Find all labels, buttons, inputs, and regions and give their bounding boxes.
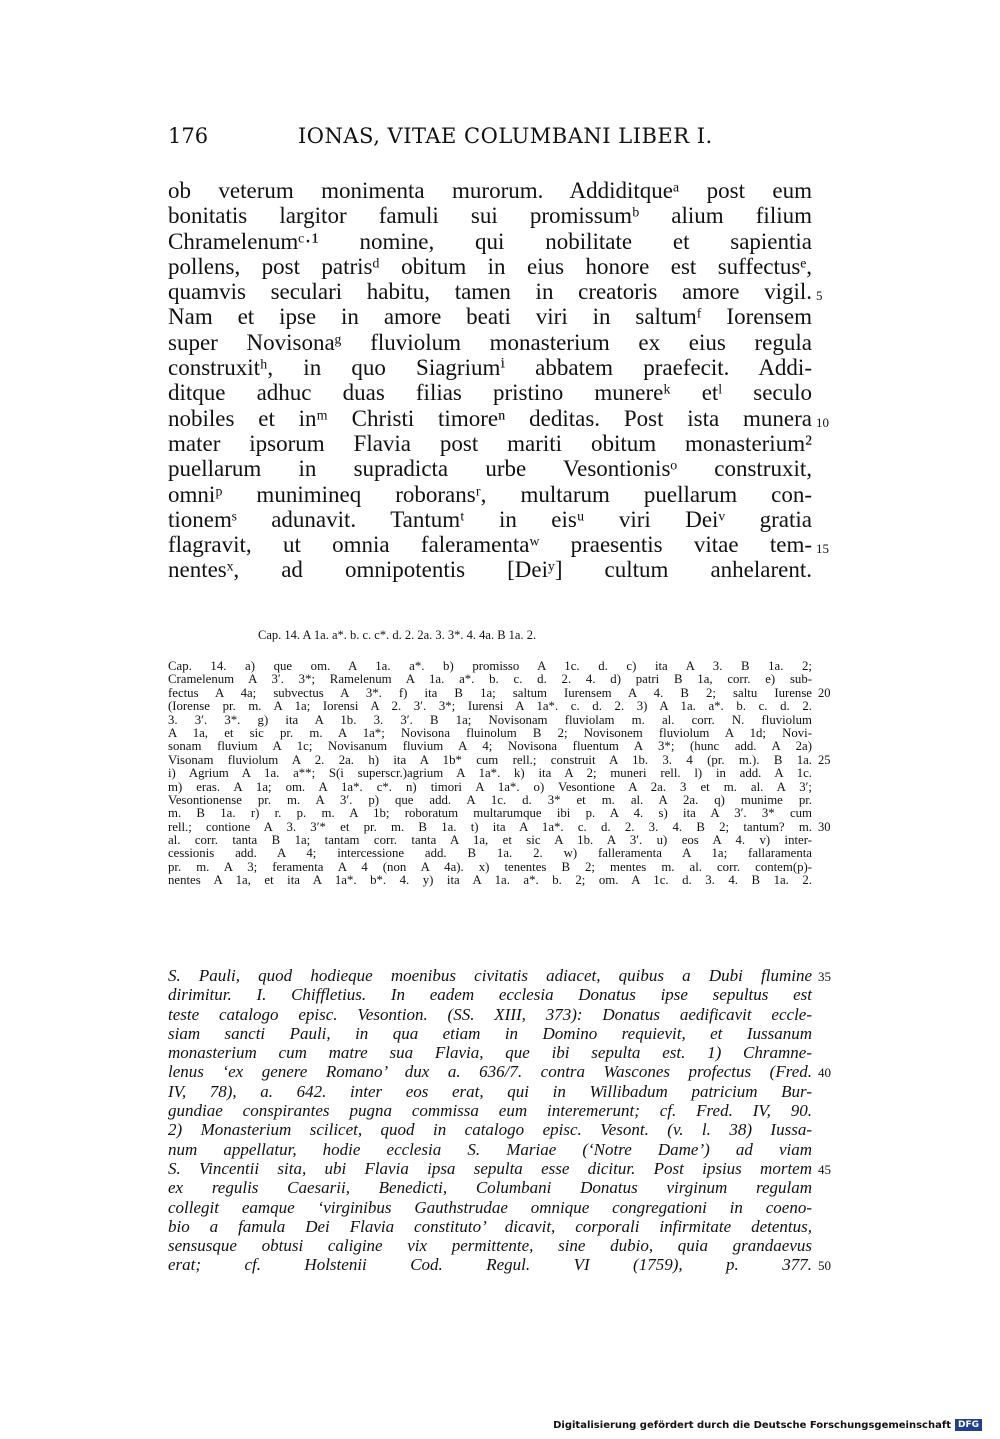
- apparatus-line-text: Cap. 14. a) que om. A 1a. a*. b) promisso A 1c. d. c) ita A 3. B 1a. 2;: [168, 659, 812, 673]
- main-line-text: nentesˣ, ad omnipotentis [Deiʸ] cultum anhelarent.: [168, 557, 812, 583]
- apparatus-line-text: Visonam fluviolum A 2. 2a. h) ita A 1b* cum rell.; construit A 1b. 3. 4 (pr. m.). B 1a.: [168, 752, 812, 767]
- main-line: [168, 557, 812, 582]
- page-number: 176: [168, 124, 209, 148]
- main-line: [168, 532, 829, 558]
- note-line: [168, 966, 831, 985]
- main-line: [168, 405, 829, 431]
- main-line-text: pollens, post patrisᵈ obitum in eius honore est suffectusᵉ,: [168, 253, 812, 279]
- main-line: [168, 482, 812, 507]
- main-line: [168, 279, 823, 305]
- note-line-text: IV, 78), a. 642. inter eos erat, qui in Willibadum patricium Bur-: [168, 1081, 812, 1101]
- apparatus-line: [168, 819, 831, 834]
- apparatus-line: [168, 685, 831, 700]
- main-line-text: ob veterum monimenta murorum. Addiditqueᵃ post eum: [168, 178, 812, 203]
- apparatus-line: [168, 660, 812, 673]
- footnotes: [168, 966, 831, 1275]
- main-line: [168, 431, 812, 456]
- note-line-text: lenus ‘ex genere Romano’ dux a. 636/7. contra Wascones profectus (Fred.: [168, 1062, 812, 1082]
- apparatus-line-text: m) eras. A 1a; om. A 1a*. c*. n) timori A 1a*. o) Vesontione A 2a. 3 et m. al. A 3′;: [168, 779, 812, 794]
- note-line-text: monasterium cum matre sua Flavia, que ibi sepulta est. 1) Chramne-: [168, 1043, 812, 1063]
- main-line: [168, 254, 812, 279]
- apparatus-line: [168, 752, 831, 767]
- main-line-text: bonitatis largitor famuli sui promissumᵇ alium filium: [168, 203, 812, 229]
- apparatus-line-text: i) Agrium A 1a. a**; S(i superscr.)agrium A 1a*. k) ita A 2; muneri rell. l) in add. A 1c.: [168, 766, 812, 781]
- apparatus-line: [168, 874, 812, 887]
- main-line-text: omniᵖ munimineq roboransʳ, multarum puellarum con-: [168, 481, 812, 507]
- apparatus-line: [168, 847, 812, 860]
- apparatus-line-text: (Iorense pr. m. A 1a; Iorensi A 2. 3′. 3*; Iurensi A 1a*. c. d. 2. 3) A 1a. a*. b. c. d. 2.: [168, 699, 812, 714]
- apparatus-line-text: fectus A 4a; subvectus A 3*. f) ita B 1a; saltum Iurensem A 4. B 2; saltu Iurense: [168, 685, 812, 700]
- main-line-text: super Novisonaᵍ fluviolum monasterium ex eius regula: [168, 329, 812, 355]
- main-line-text: construxitʰ, in quo Siagriumⁱ abbatem praefecit. Addi-: [168, 355, 812, 381]
- main-line: [168, 304, 812, 329]
- note-line: [168, 1120, 812, 1139]
- note-line: [168, 1005, 812, 1024]
- apparatus-line-text: al. corr. tanta B 1a; tantam corr. tanta A 1a, et sic A 1b. A 3′. u) eos A 4. v) inter-: [168, 833, 812, 848]
- note-line-text: erat; cf. Holstenii Cod. Regul. VI (1759), p. 377.: [168, 1255, 812, 1275]
- note-line: [168, 1140, 812, 1159]
- line-number: 50: [818, 1258, 831, 1274]
- line-number: 20: [818, 685, 831, 700]
- note-line: [168, 1158, 831, 1178]
- dfg-logo: DFG: [955, 1419, 982, 1431]
- note-line: [168, 1217, 812, 1236]
- note-line: [168, 1082, 812, 1101]
- apparatus-line-text: Vesontionense pr. m. A 3′. p) que add. A 1c. d. 3* et m. al. A 2a. q) munime pr.: [168, 792, 812, 807]
- apparatus-line: [168, 767, 812, 780]
- apparatus-line: [168, 807, 812, 820]
- line-number: 45: [818, 1161, 831, 1177]
- note-line: [168, 985, 812, 1004]
- apparatus-line: [168, 794, 812, 807]
- main-line: [168, 178, 812, 203]
- line-number: 40: [818, 1065, 831, 1081]
- main-line-text: puellarum in supradicta urbe Vesontionisᵒ construxit,: [168, 456, 812, 482]
- running-title: IONAS, VITAE COLUMBANI LIBER I.: [298, 124, 713, 148]
- apparatus-line-text: cessionis add. A 4; intercessione add. B 1a. 2. w) falleramenta A 1a; fallaramenta: [168, 846, 812, 861]
- apparatus-line: [168, 740, 812, 753]
- main-line-text: Chramelenumᶜ·¹ nomine, qui nobilitate et sapientia: [168, 228, 812, 254]
- digitization-footer: [553, 1419, 982, 1431]
- main-line-text: Nam et ipse in amore beati viri in saltumᶠ Iorensem: [168, 304, 812, 330]
- line-number: 25: [818, 752, 831, 767]
- note-line: [168, 1062, 831, 1082]
- note-line-text: collegit eamque ‘virginibus Gauthstrudae omnique congregationi in coeno-: [168, 1197, 812, 1217]
- note-line-text: dirimitur. I. Chiffletius. In eadem ecclesia Donatus ipse sepultus est: [168, 985, 812, 1005]
- apparatus-line-text: nentes A 1a, et ita A 1a*. b*. 4. y) ita A 1a. a*. b. 2; om. A 1c. d. 3. 4. B 1a. 2.: [168, 873, 812, 888]
- main-line-text: quamvis seculari habitu, tamen in creatoris amore vigil.: [168, 279, 812, 305]
- apparatus-line: [168, 727, 812, 740]
- note-line-text: bio a famula Dei Flavia constituto’ dicavit, corporali infirmitate detentus,: [168, 1216, 812, 1236]
- footer-text: Digitalisierung gefördert durch die Deutsche Forschungsgemeinschaft: [553, 1419, 951, 1431]
- main-line-text: ditque adhuc duas filias pristino munereᵏ etˡ seculo: [168, 380, 812, 406]
- note-line: [168, 1024, 812, 1043]
- apparatus-line-text: 3. 3′. 3*. g) ita A 1b. 3. 3′. B 1a; Novisonam fluviolam m. al. corr. N. fluviolum: [168, 712, 812, 727]
- apparatus-line-text: rell.; contione A 3. 3′* et pr. m. B 1a. t) ita A 1a*. c. d. 2. 3. 4. B 2; tantum? m.: [168, 819, 812, 834]
- note-line: [168, 1101, 812, 1120]
- main-line-text: flagravit, ut omnia faleramentaʷ praesentis vitae tem-: [168, 532, 812, 558]
- line-number: 30: [818, 819, 831, 834]
- note-line-text: 2) Monasterium scilicet, quod in catalogo episc. Vesont. (v. l. 38) Iussa-: [168, 1120, 812, 1140]
- apparatus-line: [168, 781, 812, 794]
- main-text: [168, 178, 829, 583]
- note-line-text: num appellatur, hodie ecclesia S. Mariae (‘Notre Dame’) ad viam: [168, 1139, 812, 1159]
- apparatus-line-text: pr. m. A 3; feramenta A 4 (non A 4a). x) tenentes B 2; mentes m. al. corr. contem(p)-: [168, 859, 812, 874]
- main-line-text: tionemˢ adunavit. Tantumᵗ in eisᵘ viri Deiᵛ gratia: [168, 506, 812, 532]
- note-line: [168, 1255, 831, 1275]
- critical-apparatus: [168, 659, 831, 888]
- main-line: [168, 203, 812, 228]
- apparatus-line: [168, 700, 812, 713]
- main-line: [168, 355, 812, 380]
- apparatus-line: [168, 673, 812, 686]
- main-line-text: nobiles et inᵐ Christi timoreⁿ deditas. Post ista munera: [168, 405, 812, 431]
- note-line-text: teste catalogo episc. Vesontion. (SS. XIII, 373): Donatus aedificavit eccle-: [168, 1004, 812, 1024]
- note-line-text: siam sancti Pauli, in qua etiam in Domino requievit, et Iussanum: [168, 1023, 812, 1043]
- line-number: 35: [818, 969, 831, 984]
- note-line-text: sensusque obtusi caligine vix permittente, sine dubio, quia grandaevus: [168, 1236, 812, 1256]
- main-line: [168, 507, 812, 532]
- line-number: 10: [816, 414, 829, 430]
- line-number: 5: [816, 288, 823, 304]
- note-line-text: gundiae conspirantes pugna commissa eum interemerunt; cf. Fred. IV, 90.: [168, 1101, 812, 1121]
- main-line-text: mater ipsorum Flavia post mariti obitum monasterium²: [168, 430, 812, 456]
- chapter-sigla: Cap. 14. A 1a. a*. b. c. c*. d. 2. 2a. 3. 3*. 4. 4a. B 1a. 2.: [258, 628, 537, 642]
- apparatus-line: [168, 834, 812, 847]
- apparatus-line: [168, 861, 812, 874]
- apparatus-line: [168, 714, 812, 727]
- line-number: 15: [816, 541, 829, 557]
- note-line: [168, 1043, 812, 1062]
- apparatus-line-text: sonam fluvium A 1c; Novisanum fluvium A 4; Novisona fluentum A 3*; (hunc add. A 2a): [168, 739, 812, 754]
- note-line: [168, 1178, 812, 1197]
- note-line-text: S. Vincentii sita, ubi Flavia ipsa sepulta esse dicitur. Post ipsius mortem: [168, 1158, 812, 1178]
- main-line: [168, 380, 812, 405]
- apparatus-line-text: A 1a, et sic pr. m. A 1a*; Novisona fluinolum B 2; Novisonem fluviolum A 1d; Novi-: [168, 725, 812, 740]
- note-line-text: ex regulis Caesarii, Benedicti, Columbani Donatus virginum regulam: [168, 1178, 812, 1198]
- note-line-text: S. Pauli, quod hodieque moenibus civitatis adiacet, quibus a Dubi flumine: [168, 966, 812, 985]
- main-line: [168, 330, 812, 355]
- main-line: [168, 229, 812, 254]
- main-line: [168, 456, 812, 481]
- apparatus-line-text: Cramelenum A 3′. 3*; Ramelenum A 1a. a*. b. c. d. 2. 4. d) patri B 1a, corr. e) sub-: [168, 672, 812, 687]
- note-line: [168, 1236, 812, 1255]
- note-line: [168, 1198, 812, 1217]
- apparatus-line-text: m. B 1a. r) r. p. m. A 1b; roboratum multarumque ibi p. A 4. s) ita A 3′. 3* cum: [168, 806, 812, 821]
